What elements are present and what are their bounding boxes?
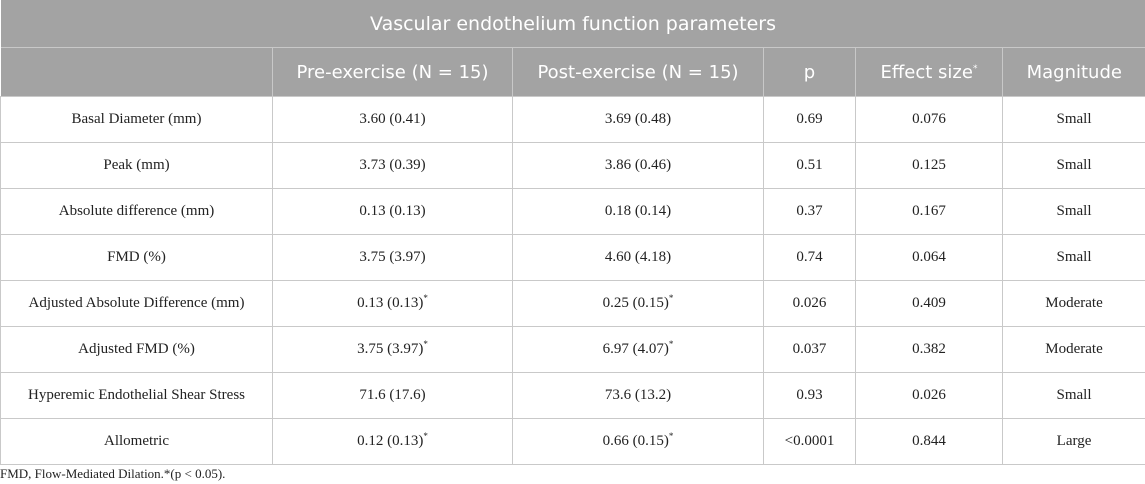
p-value-cell <box>764 419 856 465</box>
p-value-cell <box>764 281 856 327</box>
magnitude-cell <box>1003 419 1145 465</box>
parameter-cell-value: Adjusted Absolute Difference (mm) <box>28 295 245 311</box>
effect-size-cell <box>856 419 1003 465</box>
post-exercise-cell <box>513 97 764 143</box>
effect-size-cell <box>856 281 1003 327</box>
magnitude-cell-value: Large <box>1056 433 1092 449</box>
p-value-cell-value: 0.93 <box>796 387 823 403</box>
column-header-label: Pre-exercise (N = 15) <box>296 61 489 83</box>
magnitude-cell-value: Moderate <box>1045 295 1103 311</box>
table-row <box>1 373 1145 419</box>
table-row <box>1 235 1145 281</box>
pre-exercise-cell-value: 3.73 (0.39) <box>359 157 426 173</box>
post-exercise-cell <box>513 373 764 419</box>
parameter-cell-value: Adjusted FMD (%) <box>78 341 195 357</box>
parameter-cell-value: Peak (mm) <box>103 157 170 173</box>
post-exercise-cell <box>513 281 764 327</box>
magnitude-cell-value: Small <box>1056 203 1092 219</box>
pre-exercise-cell-value: 71.6 (17.6) <box>359 387 426 403</box>
column-header <box>856 48 1003 97</box>
effect-size-cell <box>856 373 1003 419</box>
effect-size-cell-value: 0.167 <box>912 203 946 219</box>
effect-size-cell-value: 0.409 <box>912 295 946 311</box>
pre-exercise-cell <box>273 373 513 419</box>
effect-size-cell <box>856 189 1003 235</box>
magnitude-cell <box>1003 235 1145 281</box>
pre-exercise-cell <box>273 419 513 465</box>
table-row <box>1 97 1145 143</box>
pre-exercise-cell <box>273 235 513 281</box>
effect-size-cell <box>856 327 1003 373</box>
magnitude-cell-value: Moderate <box>1045 341 1103 357</box>
magnitude-cell <box>1003 97 1145 143</box>
table-footnote: FMD, Flow-Mediated Dilation.*(p < 0.05). <box>0 466 226 481</box>
parameter-cell <box>1 143 273 189</box>
parameter-cell-value: Absolute difference (mm) <box>58 203 215 219</box>
p-value-cell-value: <0.0001 <box>784 433 835 449</box>
parameter-cell <box>1 373 273 419</box>
effect-size-cell <box>856 97 1003 143</box>
pre-exercise-cell <box>273 143 513 189</box>
p-value-cell <box>764 143 856 189</box>
pre-exercise-cell-value: 3.75 (3.97) <box>357 341 424 357</box>
parameter-cell <box>1 419 273 465</box>
pre-exercise-cell-value: 3.75 (3.97) <box>359 249 426 265</box>
table-title: Vascular endothelium function parameters <box>1 0 1145 48</box>
effect-size-cell-value: 0.382 <box>912 341 946 357</box>
post-exercise-cell-value: 0.25 (0.15) <box>602 295 669 311</box>
pre-exercise-cell-value: 0.12 (0.13) <box>357 433 424 449</box>
post-exercise-cell-value: 3.69 (0.48) <box>604 111 672 127</box>
post-exercise-cell <box>513 189 764 235</box>
table-row <box>1 281 1145 327</box>
parameter-cell <box>1 327 273 373</box>
table-row <box>1 327 1145 373</box>
significance-mark: * <box>668 339 674 349</box>
p-value-cell-value: 0.51 <box>796 157 823 173</box>
magnitude-cell-value: Small <box>1056 387 1092 403</box>
post-exercise-cell <box>513 235 764 281</box>
post-exercise-cell-value: 3.86 (0.46) <box>604 157 672 173</box>
parameter-cell <box>1 235 273 281</box>
magnitude-cell <box>1003 281 1145 327</box>
magnitude-cell-value: Small <box>1056 157 1092 173</box>
column-header-row <box>1 48 1145 97</box>
p-value-cell <box>764 235 856 281</box>
magnitude-cell <box>1003 373 1145 419</box>
post-exercise-cell <box>513 143 764 189</box>
effect-size-cell-value: 0.844 <box>912 433 946 449</box>
significance-mark: * <box>668 293 674 303</box>
column-header-label: Post-exercise (N = 15) <box>537 61 739 83</box>
post-exercise-cell-value: 4.60 (4.18) <box>604 249 672 265</box>
post-exercise-cell-value: 0.18 (0.14) <box>604 203 672 219</box>
p-value-cell-value: 0.37 <box>796 203 823 219</box>
parameter-cell-value: Allometric <box>104 433 169 449</box>
post-exercise-cell-value: 73.6 (13.2) <box>604 387 672 403</box>
pre-exercise-cell <box>273 189 513 235</box>
parameter-cell-value: Basal Diameter (mm) <box>71 111 202 127</box>
effect-size-cell <box>856 143 1003 189</box>
pre-exercise-cell <box>273 281 513 327</box>
table-row <box>1 189 1145 235</box>
post-exercise-cell-value: 0.66 (0.15) <box>602 433 669 449</box>
effect-size-cell <box>856 235 1003 281</box>
pre-exercise-cell <box>273 97 513 143</box>
column-header-label: Magnitude <box>1026 61 1122 83</box>
effect-size-cell-value: 0.076 <box>912 111 946 127</box>
significance-mark: * <box>423 339 428 349</box>
magnitude-cell <box>1003 189 1145 235</box>
column-header-label: p <box>803 61 816 83</box>
significance-mark: * <box>668 431 674 441</box>
table-row <box>1 143 1145 189</box>
post-exercise-cell-value: 6.97 (4.07) <box>602 341 669 357</box>
column-header <box>513 48 764 97</box>
p-value-cell <box>764 327 856 373</box>
column-header <box>273 48 513 97</box>
p-value-cell-value: 0.74 <box>796 249 823 265</box>
significance-mark: * <box>423 431 428 441</box>
p-value-cell-value: 0.69 <box>796 111 823 127</box>
table-row <box>1 419 1145 465</box>
magnitude-cell-value: Small <box>1056 111 1092 127</box>
post-exercise-cell <box>513 419 764 465</box>
p-value-cell <box>764 373 856 419</box>
magnitude-cell-value: Small <box>1056 249 1092 265</box>
column-header <box>1 48 273 97</box>
effect-size-cell-value: 0.125 <box>912 157 946 173</box>
p-value-cell-value: 0.037 <box>792 341 827 357</box>
significance-mark: * <box>423 293 428 303</box>
column-header-footnote-mark: * <box>972 63 978 74</box>
parameter-cell <box>1 189 273 235</box>
parameter-cell-value: Hyperemic Endothelial Shear Stress <box>27 387 246 403</box>
pre-exercise-cell-value: 0.13 (0.13) <box>359 203 426 219</box>
magnitude-cell <box>1003 143 1145 189</box>
table-title-row <box>1 0 1145 48</box>
effect-size-cell-value: 0.026 <box>912 387 946 403</box>
magnitude-cell <box>1003 327 1145 373</box>
p-value-cell-value: 0.026 <box>792 295 827 311</box>
parameter-cell <box>1 281 273 327</box>
column-header <box>764 48 856 97</box>
p-value-cell <box>764 97 856 143</box>
parameter-cell <box>1 97 273 143</box>
p-value-cell <box>764 189 856 235</box>
parameter-cell-value: FMD (%) <box>107 249 166 265</box>
effect-size-cell-value: 0.064 <box>912 249 946 265</box>
column-header <box>1003 48 1145 97</box>
column-header-label: Effect size <box>880 61 973 83</box>
table-body <box>1 97 1145 465</box>
pre-exercise-cell-value: 0.13 (0.13) <box>357 295 424 311</box>
post-exercise-cell <box>513 327 764 373</box>
pre-exercise-cell-value: 3.60 (0.41) <box>359 111 426 127</box>
pre-exercise-cell <box>273 327 513 373</box>
